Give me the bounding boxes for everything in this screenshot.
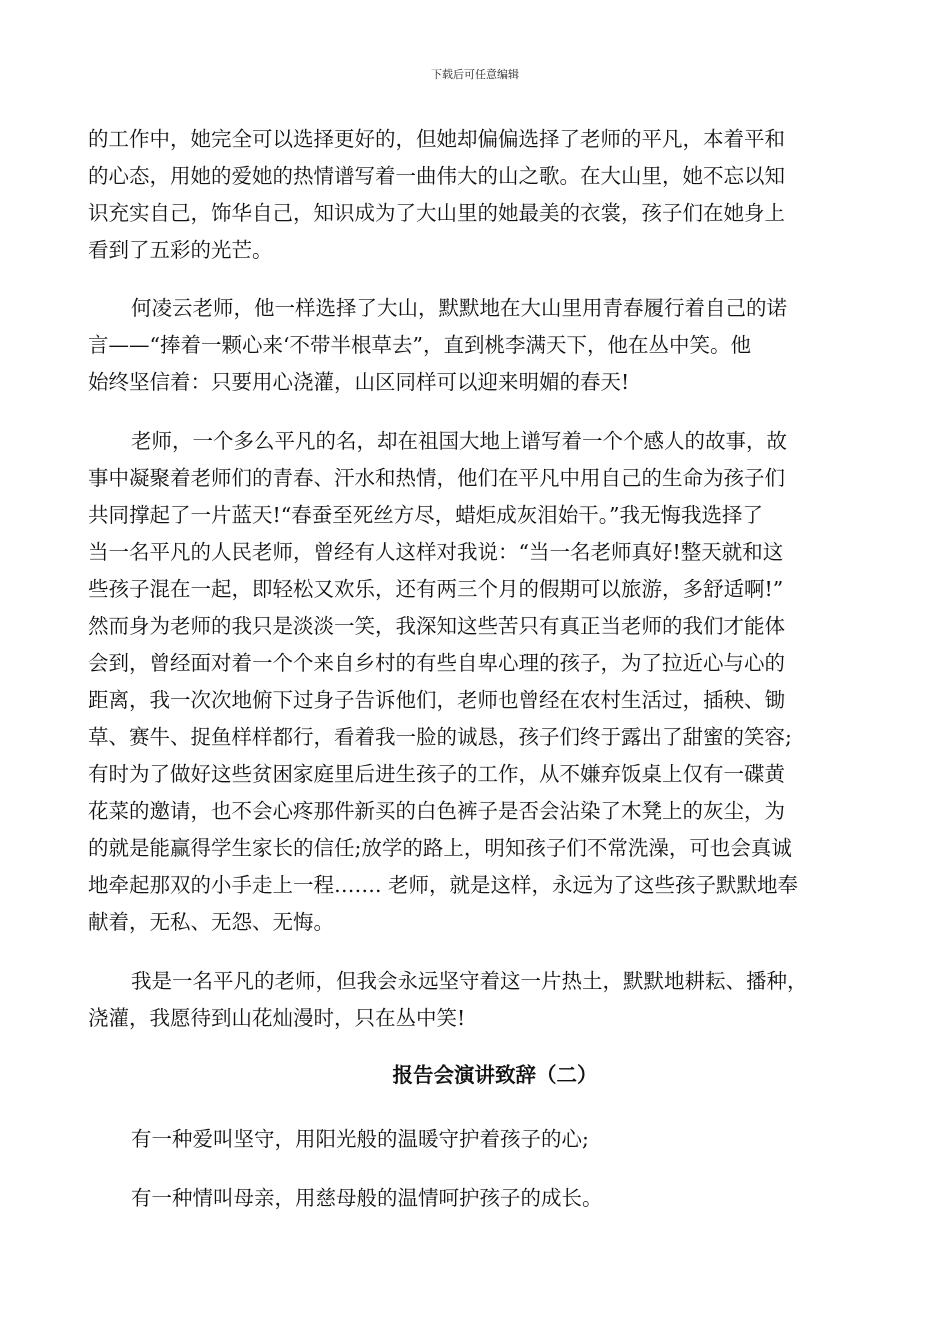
paragraph-line: 当一名平凡的人民老师，曾经有人这样对我说：“当一名老师真好!整天就和这 bbox=[88, 540, 784, 564]
paragraph-line: 看到了五彩的光芒。 bbox=[88, 238, 273, 262]
paragraph-line: 距离，我一次次地俯下过身子告诉他们，老师也曾经在农村生活过，插秧、锄 bbox=[88, 688, 785, 712]
paragraph-line: 会到，曾经面对着一个个来自乡村的有些自卑心理的孩子，为了拉近心与心的 bbox=[88, 651, 785, 675]
page-header: 下载后可任意编辑 bbox=[431, 68, 519, 81]
paragraph-line: 的心态，用她的爱她的热情谱写着一曲伟大的山之歌。在大山里，她不忘以知 bbox=[88, 164, 785, 188]
paragraph-line: 地牵起那双的小手走上一程……. 老师，就是这样，永远为了这些孩子默默地奉 bbox=[88, 873, 799, 897]
paragraph-line: 言——“捧着一颗心来‘不带半根草去”，直到桃李满天下，他在丛中笑。他 bbox=[88, 333, 751, 357]
paragraph-line: 然而身为老师的我只是淡淡一笑，我深知这些苦只有真正当老师的我们才能体 bbox=[88, 614, 785, 638]
closing-line: 有一种爱叫坚守，用阳光般的温暖守护着孩子的心; bbox=[131, 1127, 589, 1151]
paragraph-line: 事中凝聚着老师们的青春、汗水和热情，他们在平凡中用自己的生命为孩子们 bbox=[88, 466, 785, 490]
paragraph-line: 花菜的邀请，也不会心疼那件新买的白色裤子是否会沾染了木凳上的灰尘，为 bbox=[88, 799, 785, 823]
closing-line: 有一种情叫母亲，用慈母般的温情呵护孩子的成长。 bbox=[131, 1186, 603, 1210]
paragraph-line: 我是一名平凡的老师，但我会永远坚守着这一片热土，默默地耕耘、播种， bbox=[131, 969, 808, 993]
paragraph-line: 献着，无私、无怨、无悔。 bbox=[88, 910, 334, 934]
paragraph-line: 的工作中，她完全可以选择更好的，但她却偏偏选择了老师的平凡，本着平和 bbox=[88, 127, 785, 151]
paragraph-line: 共同撑起了一片蓝天!“春蚕至死丝方尽，蜡炬成灰泪始干。”我无悔我选择了 bbox=[88, 503, 763, 527]
paragraph-line: 有时为了做好这些贫困家庭里后进生孩子的工作，从不嫌弃饭桌上仅有一碟黄 bbox=[88, 762, 785, 786]
paragraph-line: 些孩子混在一起，即轻松又欢乐，还有两三个月的假期可以旅游，多舒适啊!” bbox=[88, 577, 784, 601]
paragraph-line: 始终坚信着：只要用心浇灌，山区同样可以迎来明媚的春天! bbox=[88, 370, 630, 394]
paragraph-line: 老师，一个多么平凡的名，却在祖国大地上谱写着一个个感人的故事，故 bbox=[131, 429, 787, 453]
section-title: 报告会演讲致辞（二） bbox=[392, 1063, 598, 1087]
paragraph-line: 草、赛牛、捉鱼样样都行，看着我一脸的诚恳，孩子们终于露出了甜蜜的笑容; bbox=[88, 725, 792, 749]
paragraph-line: 的就是能赢得学生家长的信任;放学的路上，明知孩子们不常洗澡，可也会真诚 bbox=[88, 836, 792, 860]
paragraph-line: 何凌云老师，他一样选择了大山，默默地在大山里用青春履行着自己的诺 bbox=[131, 296, 787, 320]
paragraph-line: 浇灌，我愿待到山花灿漫时，只在丛中笑! bbox=[88, 1006, 466, 1030]
paragraph-line: 识充实自己，饰华自己，知识成为了大山里的她最美的衣裳，孩子们在她身上 bbox=[88, 201, 785, 225]
